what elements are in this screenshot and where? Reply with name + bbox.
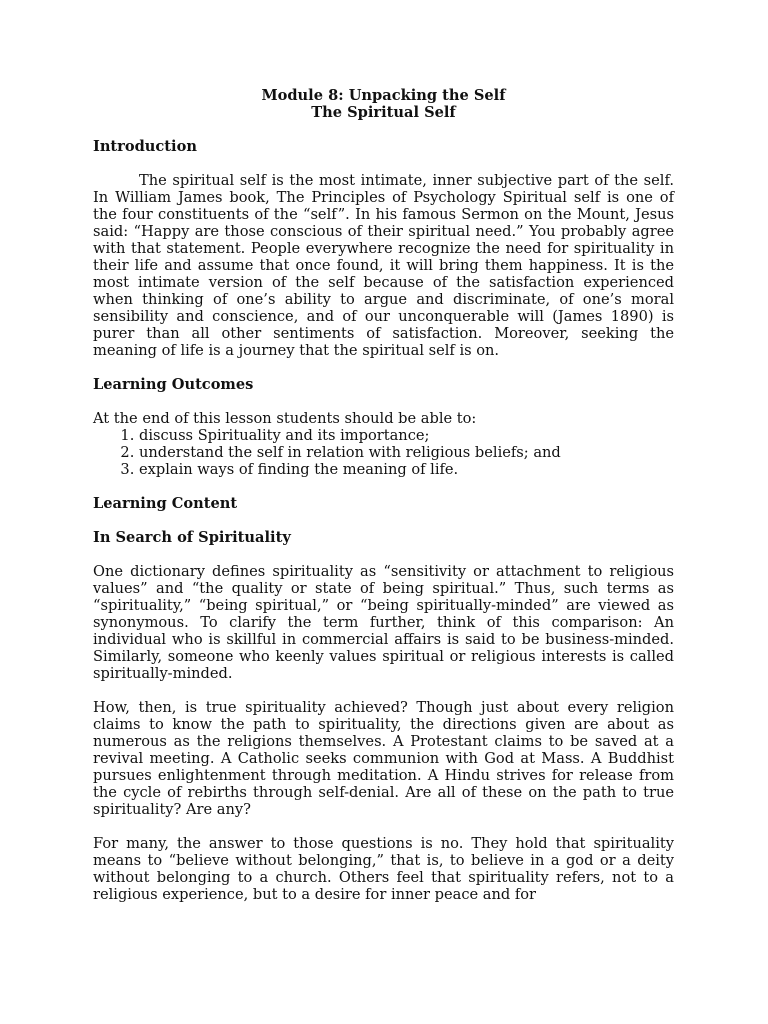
body-paragraph-1: One dictionary defines spirituality as “sensitivity or attachment to religious values” and “the quality or state of being spiritual.” Thus, such terms as “spirituality,” “being spiritual,” or “being spiritually-minded” are viewed as synonymous. To clarify the term further, think of this comparison: An individual who is skillful in commercial affairs is said to be business-minded. Similarly, someone who keenly values spiritual or religious interests is called spiritually-minded.: [93, 563, 674, 682]
body-paragraph-2: How, then, is true spirituality achieved? Though just about every religion claims to know the path to spirituality, the directions given are about as numerous as the religions themselves. A Protestant claims to be saved at a revival meeting. A Catholic seeks communion with God at Mass. A Buddhist pursues enlightenment through meditation. A Hindu strives for release from the cycle of rebirths through self-denial. Are all of these on the path to true spirituality? Are any?: [93, 699, 674, 818]
module-subtitle: The Spiritual Self: [311, 104, 456, 121]
introduction-heading: Introduction: [93, 138, 197, 155]
outcome-item: 3. explain ways of finding the meaning of life.: [139, 461, 674, 478]
document-body: [93, 87, 674, 903]
search-spirituality-heading: In Search of Spirituality: [93, 529, 291, 546]
outcomes-list: [93, 427, 674, 478]
outcome-item: 1. discuss Spirituality and its importance;: [139, 427, 674, 444]
introduction-paragraph: The spiritual self is the most intimate, inner subjective part of the self. In William James book, The Principles of Psychology Spiritual self is one of the four constituents of the “self”. In his famous Sermon on the Mount, Jesus said: “Happy are those conscious of their spiritual need.” You probably agree with that statement. People everywhere recognize the need for spirituality in their life and assume that once found, it will bring them happiness. It is the most intimate version of the self because of the satisfaction experienced when thinking of one’s ability to argue and discriminate, of one’s moral sensibility and conscience, and of our unconquerable will (James 1890) is purer than all other sentiments of satisfaction. Moreover, seeking the meaning of life is a journey that the spiritual self is on.: [93, 172, 674, 359]
learning-outcomes-heading: Learning Outcomes: [93, 376, 254, 393]
body-paragraph-3: For many, the answer to those questions is no. They hold that spirituality means to “believe without belonging,” that is, to believe in a god or a deity without belonging to a church. Others feel that spirituality refers, not to a religious experience, but to a desire for inner peace and for: [93, 835, 674, 903]
module-title: Module 8: Unpacking the Self: [261, 87, 506, 104]
outcomes-intro: At the end of this lesson students should be able to:: [93, 410, 477, 427]
outcome-item: 2. understand the self in relation with religious beliefs; and: [139, 444, 674, 461]
learning-content-heading: Learning Content: [93, 495, 238, 512]
